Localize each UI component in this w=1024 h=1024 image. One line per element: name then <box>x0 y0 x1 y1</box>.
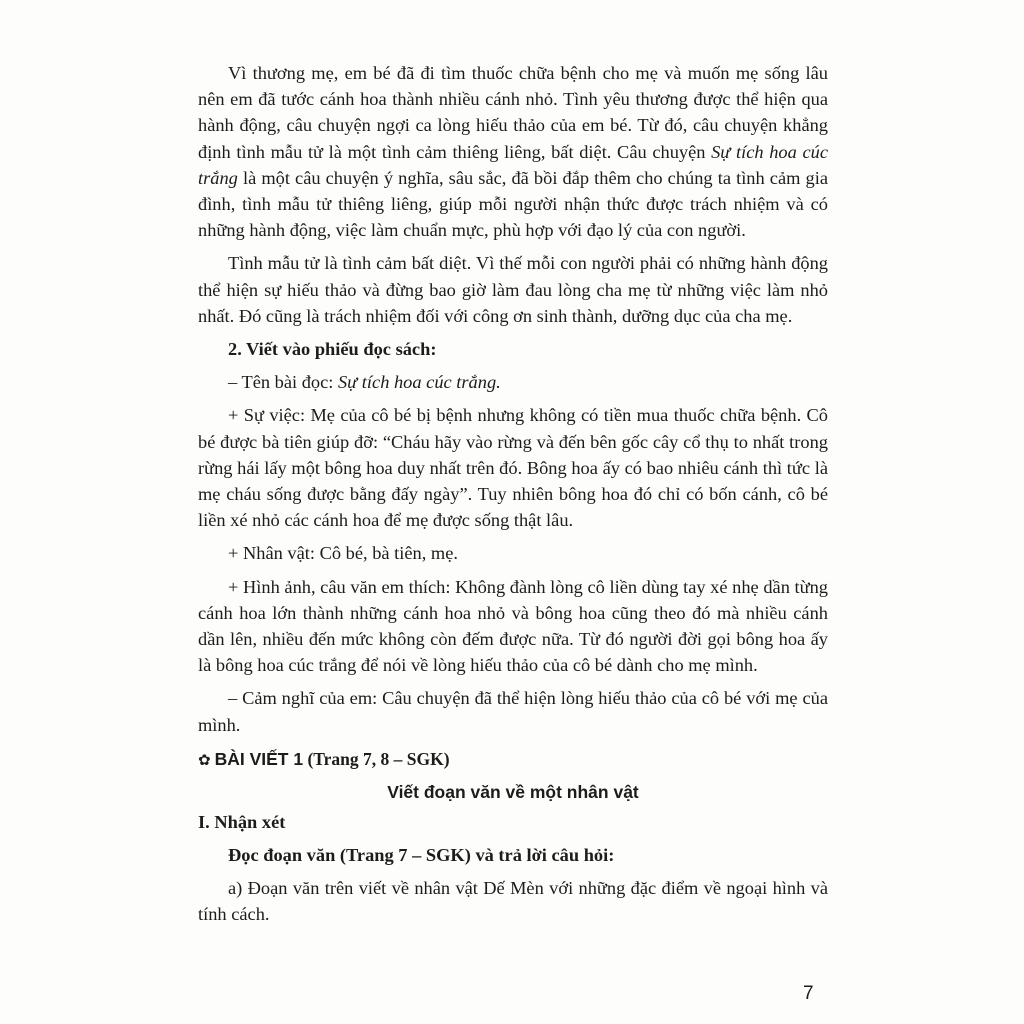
event-paragraph: + Sự việc: Mẹ của cô bé bị bệnh nhưng không có tiền mua thuốc chữa bệnh. Cô bé được bà tiên giúp đỡ: “Cháu hãy vào rừng và đến bên gốc cây cổ thụ to nhất trong rừng hái lấy một bông hoa duy nhất trên đó. Bông hoa ấy có bao nhiêu cánh thì tức là mẹ cháu sống được bằng đấy ngày”. Tuy nhiên bông hoa đó chỉ có bốn cánh, cô bé liền xé nhỏ các cánh hoa để mẹ được sống thật lâu. <box>198 405 828 531</box>
section-ref: (Trang 7, 8 – SGK) <box>303 748 450 769</box>
feelings-paragraph: – Cảm nghĩ của em: Câu chuyện đã thể hiện lòng hiếu thảo của cô bé với mẹ của mình. <box>198 688 828 735</box>
reading-title-line: – Tên bài đọc: Sự tích hoa cúc trắng. <box>228 372 501 393</box>
text-column <box>198 60 828 928</box>
answer-a: a) Đoạn văn trên viết về nhân vật Dế Mèn với những đặc điểm về ngoại hình và tính cách. <box>198 878 828 925</box>
section-heading <box>198 746 828 774</box>
paragraph-2: Tình mẫu tử là tình cảm bất diệt. Vì thế mỗi con người phải có những hành động thể hiện sự hiếu thảo và đừng bao giờ làm đau lòng cha mẹ từ những việc làm nhỏ nhất. Đó cũng là trách nhiệm đối với công ơn sinh thành, dưỡng dục của cha mẹ. <box>198 253 828 326</box>
reading-title-value: Sự tích hoa cúc trắng. <box>337 372 501 393</box>
paragraph-1: Vì thương mẹ, em bé đã đi tìm thuốc chữa bệnh cho mẹ và muốn mẹ sống lâu nên em đã tước cánh hoa thành nhiều cánh nhỏ. Tình yêu thương được thể hiện qua hành động, câu chuyện ngợi ca lòng hiếu thảo của em bé. Từ đó, câu chuyện khẳng định tình mẫu tử là một tình cảm thiêng liêng, bất diệt. Câu chuyện Sự tích hoa cúc trắng là một câu chuyện ý nghĩa, sâu sắc, đã bồi đắp thêm cho chúng ta tình cảm gia đình, tình mẫu tử thiêng liêng, giúp mỗi người nhận thức được trách nhiệm và có những hành động, việc làm chuẩn mực, phù hợp với đạo lý của con người. <box>198 63 828 241</box>
page-number: 7 <box>803 983 814 1004</box>
task-heading: Đọc đoạn văn (Trang 7 – SGK) và trả lời câu hỏi: <box>228 845 615 866</box>
lesson-title: Viết đoạn văn về một nhân vật <box>387 781 639 802</box>
part-heading: I. Nhận xét <box>198 811 286 832</box>
story-title: Sự tích hoa cúc trắng <box>198 141 828 188</box>
characters-line: + Nhân vật: Cô bé, bà tiên, mẹ. <box>228 543 458 564</box>
flower-icon: ✿ <box>198 751 211 769</box>
heading-reading-card: 2. Viết vào phiếu đọc sách: <box>228 339 437 360</box>
section-label: BÀI VIẾT 1 <box>214 748 304 769</box>
favorite-image-paragraph: + Hình ảnh, câu văn em thích: Không đành lòng cô liền dùng tay xé nhẹ dần từng cánh hoa lớn thành những cánh hoa nhỏ và bông hoa cũng theo đó mà nhiều cánh dần lên, nhiều đến mức không còn đếm được nữa. Từ đó người đời gọi bông hoa ấy là bông hoa cúc trắng để nói về lòng hiếu thảo của cô bé dành cho mẹ mình. <box>198 576 828 676</box>
